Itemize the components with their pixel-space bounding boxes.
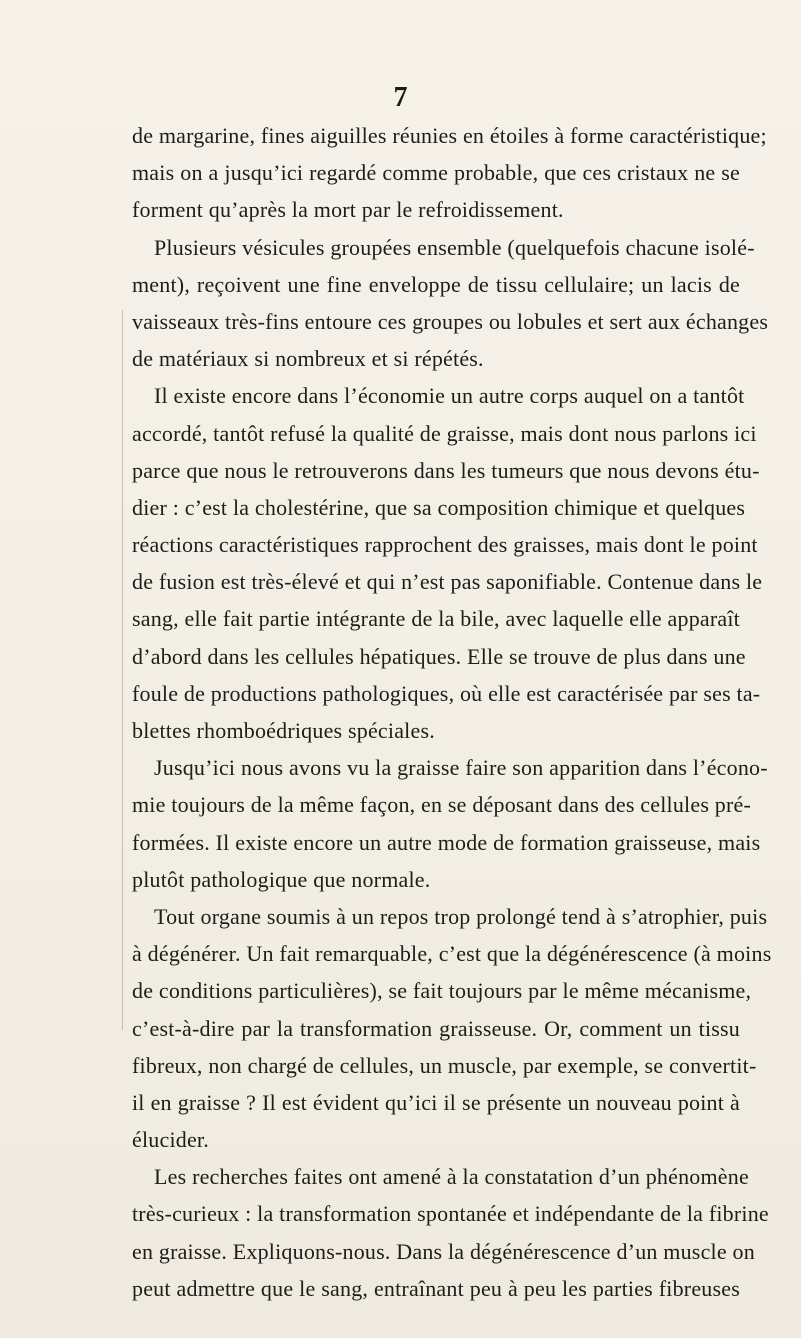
text-line: très-curieux : la transformation spontanée et indépendante de la fibrine (132, 1201, 769, 1227)
text-line: Tout organe soumis à un repos trop prolongé tend à s’atrophier, puis (154, 903, 768, 929)
text-line: à dégénérer. Un fait remarquable, c’est que la dégénérescence (à moins (132, 941, 772, 967)
text-line: Jusqu’ici nous avons vu la graisse faire son apparition dans l’écono- (154, 755, 768, 781)
text-line: d’abord dans les cellules hépatiques. Elle se trouve de plus dans une (132, 643, 746, 669)
text-line: c’est-à-dire par la transformation graisseuse. Or, comment un tissu (132, 1015, 740, 1041)
text-line: réactions caractéristiques rapprochent des graisses, mais dont le point (132, 532, 758, 558)
margin-rule-mark (122, 310, 123, 1030)
text-line: de margarine, fines aiguilles réunies en étoiles à forme caractéristique; (132, 123, 767, 148)
body-text (132, 117, 772, 1307)
text-line: élucider. (132, 1127, 209, 1153)
page-number: 7 (393, 82, 408, 113)
text-line: en graisse. Expliquons-nous. Dans la dégénérescence d’un muscle on (132, 1238, 755, 1264)
text-line: foule de productions pathologiques, où elle est caractérisée par ses ta- (132, 680, 761, 706)
text-line: sang, elle fait partie intégrante de la bile, avec laquelle elle apparaît (132, 606, 740, 632)
text-line: accordé, tantôt refusé la qualité de graisse, mais dont nous parlons ici (132, 420, 757, 446)
text-line: peut admettre que le sang, entraînant peu à peu les parties fibreuses (132, 1275, 740, 1301)
text-line: Les recherches faites ont amené à la constatation d’un phénomène (154, 1164, 749, 1190)
text-line: plutôt pathologique que normale. (132, 866, 431, 892)
text-line: de matériaux si nombreux et si répétés. (132, 346, 484, 372)
text-line: mie toujours de la même façon, en se déposant dans des cellules pré- (132, 792, 752, 818)
text-line: forment qu’après la mort par le refroidissement. (132, 197, 564, 223)
text-line: ment), reçoivent une fine enveloppe de tissu cellulaire; un lacis de (132, 271, 740, 297)
text-line: Plusieurs vésicules groupées ensemble (quelquefois chacune isolé- (154, 234, 755, 260)
text-line: Il existe encore dans l’économie un autre corps auquel on a tantôt (154, 383, 745, 409)
text-line: de conditions particulières), se fait toujours par le même mécanisme, (132, 978, 752, 1004)
text-line: fibreux, non chargé de cellules, un muscle, par exemple, se convertit- (132, 1052, 757, 1078)
text-line: formées. Il existe encore un autre mode de formation graisseuse, mais (132, 829, 761, 855)
text-line: il en graisse ? Il est évident qu’ici il se présente un nouveau point à (132, 1089, 740, 1115)
text-line: dier : c’est la cholestérine, que sa composition chimique et quelques (132, 494, 746, 520)
text-line: de fusion est très-élevé et qui n’est pas saponifiable. Contenue dans le (132, 569, 763, 595)
text-line: blettes rhomboédriques spéciales. (132, 718, 435, 743)
text-line: mais on a jusqu’ici regardé comme probable, que ces cristaux ne se (132, 160, 740, 186)
text-line: vaisseaux très-fins entoure ces groupes ou lobules et sert aux échanges (132, 308, 769, 334)
text-line: parce que nous le retrouverons dans les tumeurs que nous devons étu- (132, 457, 760, 483)
